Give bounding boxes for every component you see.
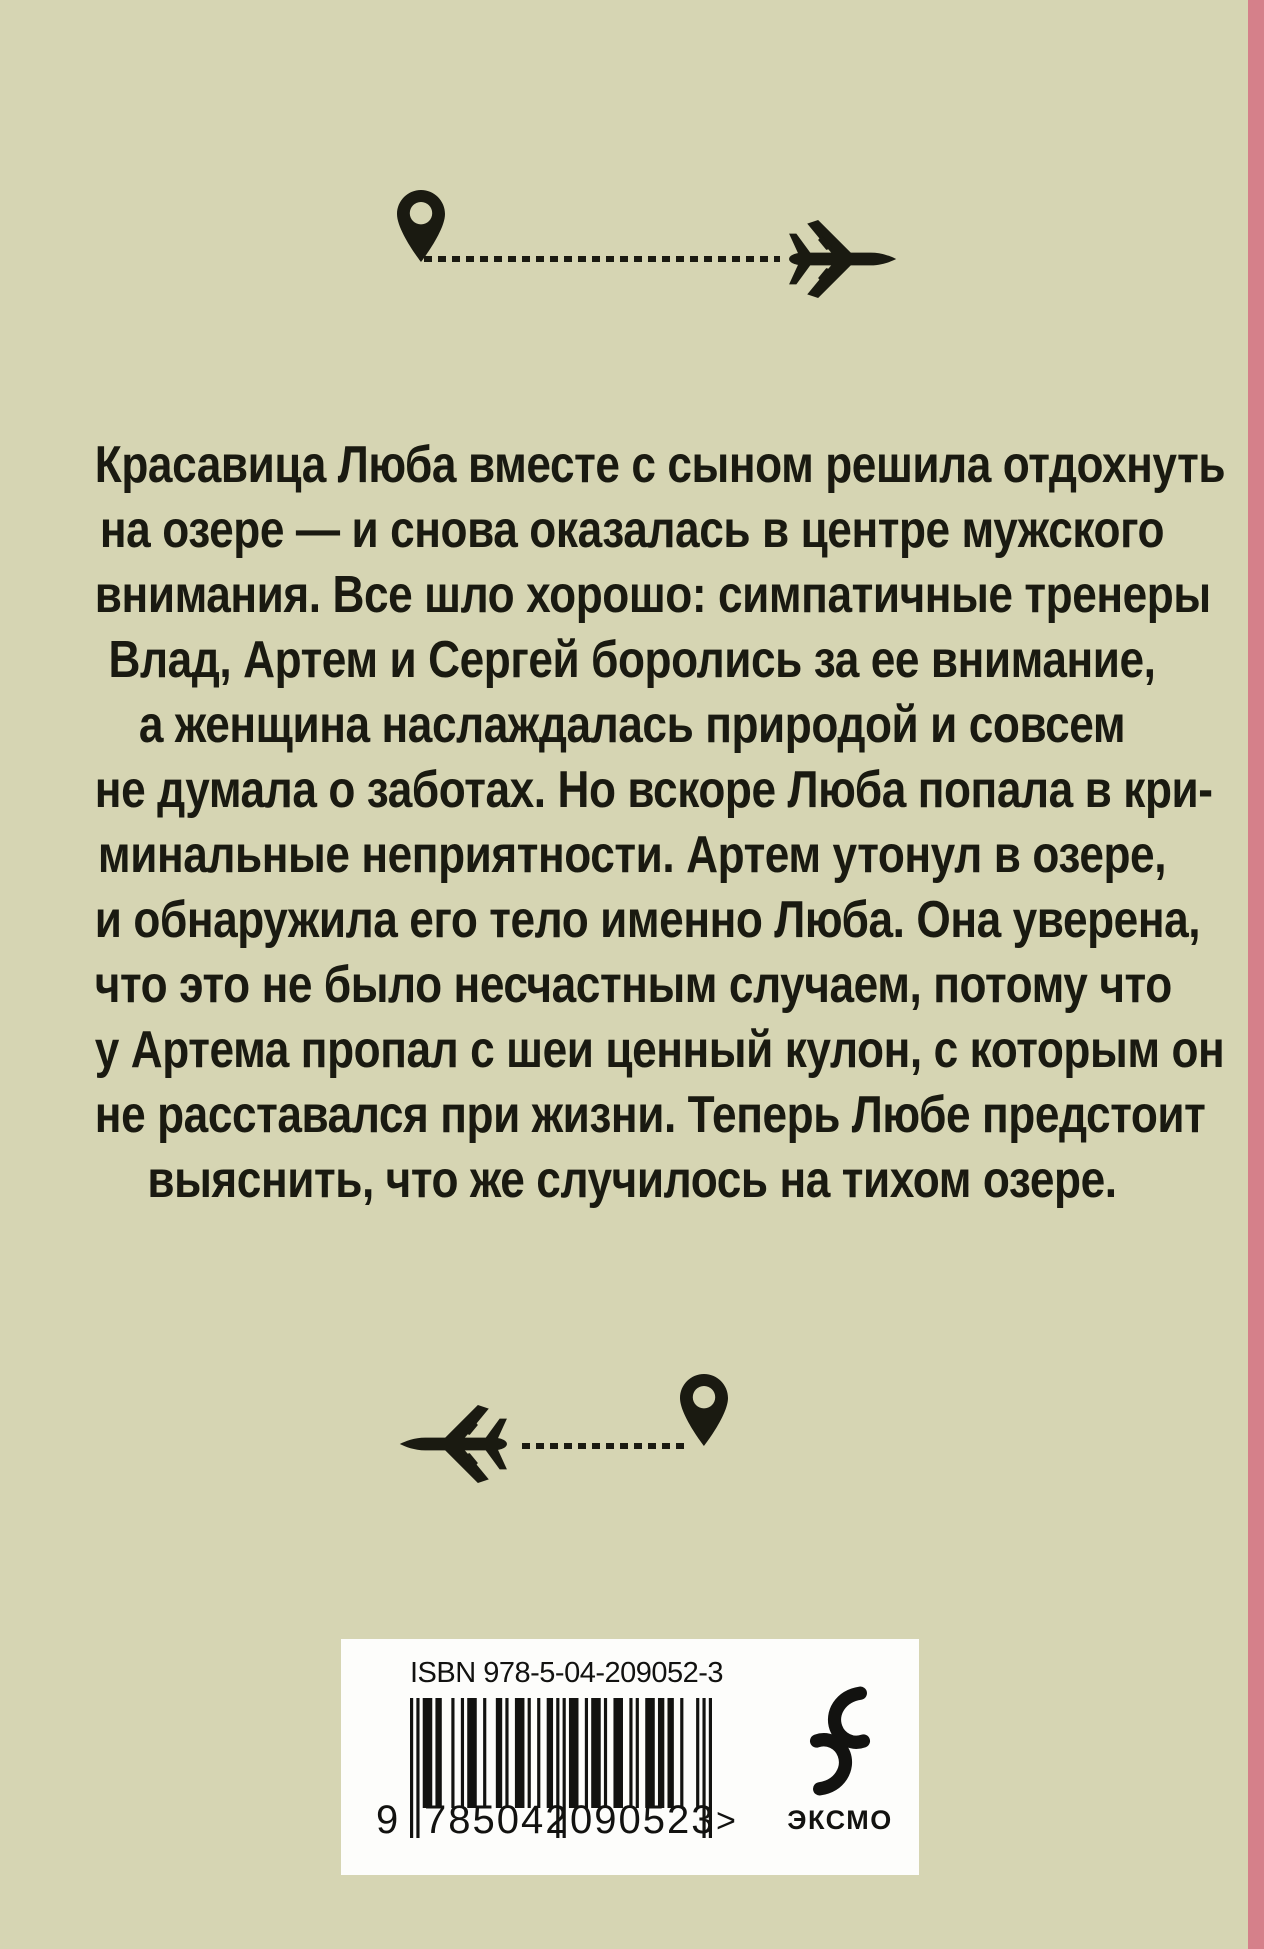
barcode-digits: [376, 1798, 736, 1844]
annotation-line: минальные неприятности. Артем утонул в озере,: [97, 826, 1167, 884]
annotation-line: внимания. Все шло хорошо: симпатичные тренеры: [94, 566, 1211, 624]
airplane-icon: [780, 213, 898, 305]
annotation-text: [94, 433, 1226, 1213]
annotation-line: Влад, Артем и Сергей боролись за ее внимание,: [108, 631, 1156, 689]
annotation-line: что это не было несчастным случаем, потому что: [94, 956, 1172, 1014]
location-pin-icon: [680, 1374, 728, 1446]
annotation-line: у Артема пропал с шеи ценный кулон, с которым он: [94, 1021, 1225, 1079]
annotation-line: не расставался при жизни. Теперь Любе предстоит: [94, 1086, 1206, 1144]
eksmo-swirl-icon: [803, 1685, 877, 1797]
annotation-line: Красавица Люба вместе с сыном решила отдохнуть: [94, 436, 1226, 494]
isbn-panel: [341, 1639, 919, 1875]
barcode-group1: 785042: [424, 1798, 570, 1842]
barcode-block: [376, 1657, 736, 1846]
location-pin-icon: [397, 190, 445, 262]
route-dashed-line: [522, 1443, 690, 1449]
route-dashed-line: [424, 256, 780, 262]
barcode-trailing-mark: >: [716, 1802, 736, 1840]
ean13-barcode: [376, 1698, 736, 1846]
cover-spine-strip: [1248, 0, 1264, 1949]
annotation-line: не думала о заботах. Но вскоре Люба попала в кри-: [94, 761, 1213, 819]
isbn-number: ISBN 978-5-04-209052-3: [410, 1657, 724, 1689]
publisher-name: ЭКСМО: [787, 1805, 893, 1835]
barcode-lead-digit: 9: [376, 1798, 399, 1842]
annotation-line: выяснить, что же случилось на тихом озере.: [147, 1151, 1117, 1209]
airplane-icon: [398, 1398, 516, 1490]
publisher-logo-block: [765, 1685, 915, 1836]
annotation-line: и обнаружила его тело именно Люба. Она уверена,: [94, 891, 1201, 949]
annotation-line: на озере — и снова оказалась в центре мужского: [99, 501, 1165, 559]
barcode-group2: 090523: [570, 1798, 716, 1842]
annotation-line: а женщина наслаждалась природой и совсем: [138, 696, 1126, 754]
